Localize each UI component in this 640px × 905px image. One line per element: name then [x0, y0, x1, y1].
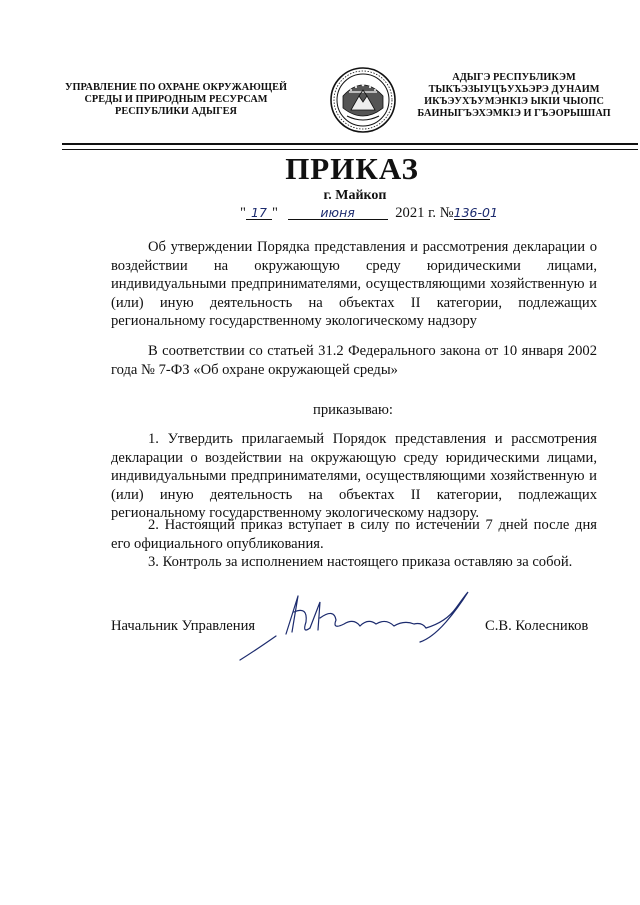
- issuer-line: РЕСПУБЛИКИ АДЫГЕЯ: [115, 106, 237, 117]
- issuer-line: ТЫКЪЭЗЫУЦЪУХЬЭРЭ ДУНАИМ: [428, 84, 600, 95]
- header-rule-thin: [62, 149, 638, 150]
- issuer-line: СРЕДЫ И ПРИРОДНЫМ РЕСУРСАМ: [84, 94, 268, 105]
- date-line: [240, 204, 498, 222]
- issuer-name-adyghe: [400, 72, 628, 120]
- signatory-name: С.В. Колесников: [485, 618, 589, 634]
- order-item: 2. Настоящий приказ вступает в силу по истечении 7 дней после дня его официального опубликования.: [111, 517, 597, 552]
- issuer-line: ИКЪЭУХЪУМЭНКІЭ ЫКІИ ЧЫОПС: [424, 96, 604, 107]
- document-title: ПРИКАЗ: [285, 151, 419, 186]
- date-day: 17: [246, 204, 272, 220]
- quote-open: ": [240, 205, 246, 221]
- coat-of-arms-icon: [329, 66, 397, 134]
- issuer-line: УПРАВЛЕНИЕ ПО ОХРАНЕ ОКРУЖАЮЩЕЙ: [64, 82, 287, 93]
- order-item: 3. Контроль за исполнением настоящего приказа оставляю за собой.: [148, 554, 573, 570]
- date-month: июня: [288, 204, 388, 220]
- order-word: приказываю:: [313, 402, 393, 418]
- quote-close: ": [271, 205, 278, 221]
- city: г. Майкоп: [323, 188, 387, 203]
- order-subject: Об утверждении Порядка представления и рассмотрения декларации о воздействии на окружающую среду юридическими лицами, индивидуальными предпринимателями, осуществляющими хозяйственную и (или) иную деятельность на объектах II категории, подлежащих региональному государственному экологическому надзору: [111, 239, 597, 329]
- issuer-line: БАИНЫГЪЭХЭМКІЭ И ГЪЭОРЫШІАП: [417, 108, 611, 119]
- signatory-position: Начальник Управления: [111, 618, 256, 634]
- handwritten-signature: [236, 588, 476, 664]
- issuer-line: АДЫГЭ РЕСПУБЛИКЭМ: [452, 72, 576, 83]
- preamble: В соответствии со статьей 31.2 Федерального закона от 10 января 2002 года № 7-ФЗ «Об охране окружающей среды»: [111, 343, 597, 378]
- order-number: 136-01: [453, 205, 498, 220]
- issuer-name-russian: [62, 82, 290, 118]
- date-year: 2021 г. №: [395, 205, 454, 221]
- order-item: 1. Утвердить прилагаемый Порядок представления и рассмотрения декларации о воздействии на окружающую среду юридическими лицами, индивидуальными предпринимателями, осуществляющими хозяйственную и (или) иную деятельность на объектах II категории, подлежащих региональному государственному экологическому надзору.: [111, 431, 597, 521]
- header-rule: [62, 143, 638, 145]
